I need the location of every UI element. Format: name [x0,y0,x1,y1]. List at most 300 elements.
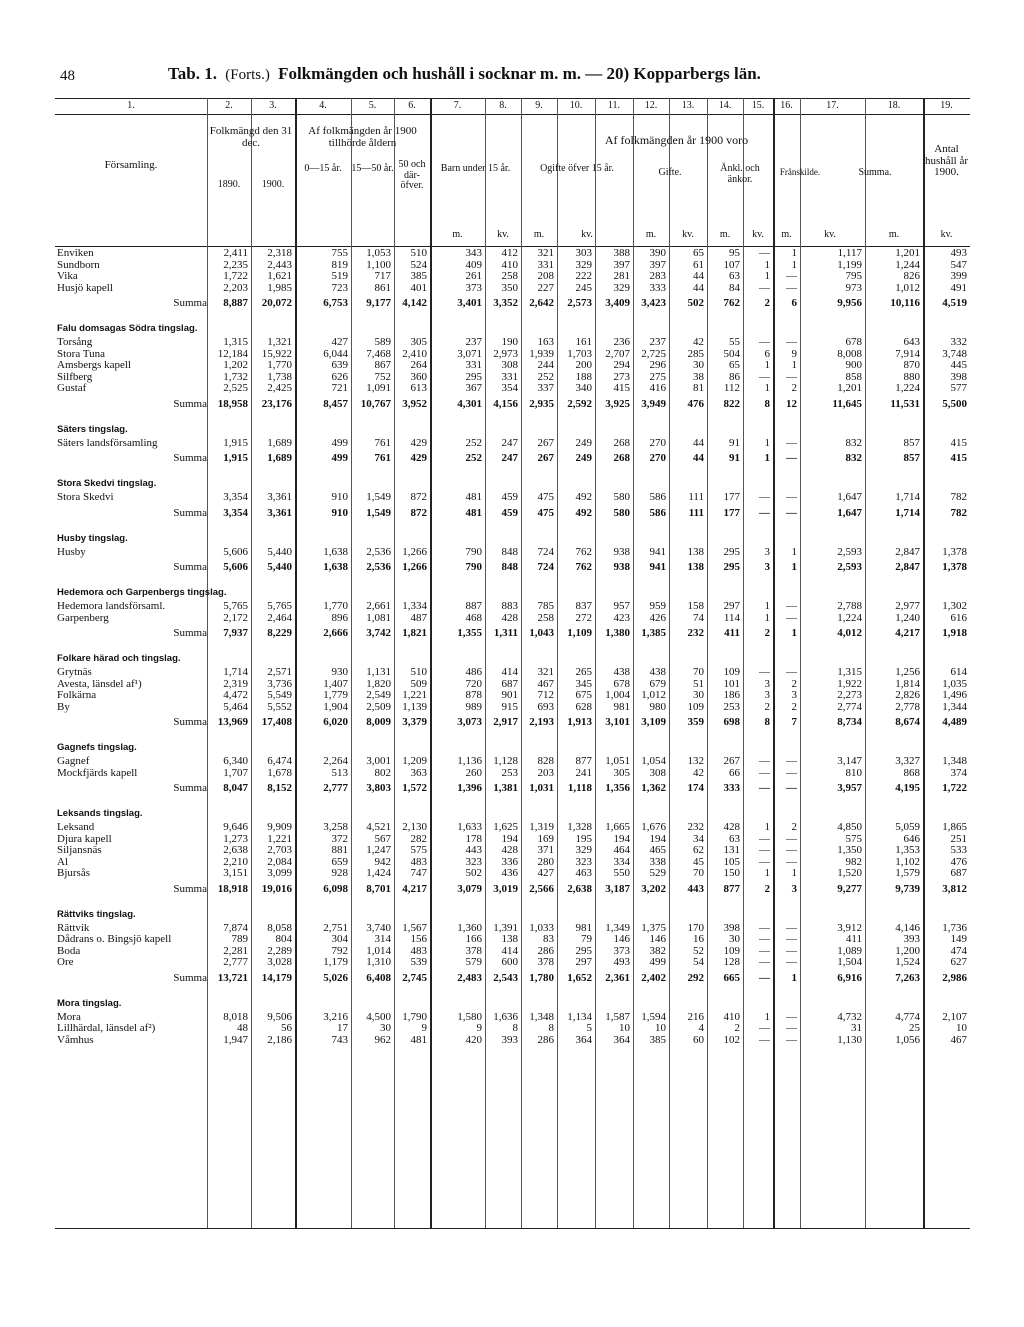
cell-value: — [786,1033,797,1046]
cell-value: 2 [791,382,797,394]
cell-value: 492 [575,506,592,519]
cell-value: 1,334 [402,600,427,612]
cell-value: 687 [950,867,967,879]
cell-value: 1,915 [223,436,248,449]
cell-value: 378 [465,944,482,957]
cell-value: 4,146 [895,921,920,934]
cell-value: 1,310 [366,956,391,968]
cell-value: 8 [548,1022,554,1034]
cell-value: 1,779 [323,689,348,701]
cell-value: 1,012 [895,281,920,294]
cell-value: 5,440 [267,545,292,558]
cell-value: — [759,247,770,259]
cell-value: 345 [575,677,592,690]
cell-value: 1,722 [942,782,967,794]
cell-value: 195 [575,832,592,845]
cell-value: 414 [501,666,518,678]
column-number: 12. [644,100,658,111]
row-label: Säters landsförsamling [57,436,158,449]
cell-value: 282 [410,832,427,845]
row-label: By [57,700,70,713]
group-heading [55,321,970,337]
cell-value: — [759,755,770,767]
rule-line [55,98,970,99]
cell-value: 5,440 [267,561,292,573]
cell-value: 280 [537,855,554,868]
cell-value: 296 [649,359,666,371]
cell-value: 877 [723,882,740,895]
spacer [55,732,970,740]
cell-value: 510 [410,666,427,678]
cell-value: 138 [687,561,704,573]
cell-value: 3,361 [267,491,292,503]
cell-value: 216 [687,1010,704,1023]
cell-value: 475 [537,491,554,503]
cell-value: 34 [693,832,704,845]
cell-value: 1,678 [267,766,292,779]
cell-value: 329 [575,258,592,271]
cell-value: 1,714 [895,491,920,503]
header-af-folkmangden: Af folkmängden år 1900 tillhörde åldern [308,125,417,149]
cell-value: 1,209 [402,755,427,767]
row-label: Sundborn [57,258,100,271]
cell-value: 743 [331,1033,348,1046]
cell-value: 878 [465,689,482,701]
group-heading [55,806,970,822]
row-label: Mora tingslag. [57,997,122,1009]
cell-value: 267 [537,436,554,449]
cell-value: 2,402 [641,971,666,984]
cell-value: 1,200 [895,944,920,957]
cell-value: 848 [501,545,518,558]
cell-value: 314 [374,933,391,945]
cell-value: 1,579 [895,867,920,879]
cell-value: 792 [331,944,348,957]
cell-value: 613 [410,382,427,394]
cell-value: 2,411 [223,247,248,259]
cell-value: 102 [723,1033,740,1046]
cell-value: — [759,782,770,794]
cell-value: 397 [649,258,666,271]
cell-value: 4,301 [457,397,482,410]
cell-value: 436 [501,867,518,879]
cell-value: 822 [723,397,740,410]
cell-value: 861 [374,281,391,294]
cell-value: — [759,956,770,968]
cell-value: 1,109 [567,627,592,639]
cell-value: 1 [791,971,797,984]
row-label: Al [57,855,68,868]
cell-value: 957 [613,600,630,612]
cell-value: 268 [613,436,630,449]
cell-value: 6,044 [323,347,348,360]
cell-value: 1,054 [641,755,666,767]
cell-value: 577 [950,382,967,394]
cell-value: 1,221 [402,689,427,701]
cell-value: 1,722 [223,270,248,282]
row-label: Gagnefs tingslag. [57,742,137,753]
cell-value: 1,922 [837,677,862,690]
cell-value: 253 [501,766,518,779]
cell-value: 1,321 [267,336,292,348]
cell-value: 11,645 [832,397,862,410]
cell-value: 4,217 [402,882,427,895]
table-row [55,768,970,780]
header-kv: kv. [682,229,694,240]
header-ankl: Änkl. och änkor. [720,163,760,185]
cell-value: 1,736 [942,921,967,934]
cell-value: 4,156 [493,397,518,410]
cell-value: 580 [613,506,630,519]
cell-value: — [786,1010,797,1023]
cell-value: 8,457 [323,397,348,410]
cell-value: 1,375 [641,921,666,934]
cell-value: 533 [950,844,967,856]
header-kv: kv. [824,229,836,240]
cell-value: — [786,921,797,934]
table-row [55,601,970,613]
cell-value: 241 [575,766,592,779]
cell-value: 18,958 [217,397,248,410]
cell-value: 2,745 [402,971,427,984]
summa-row [55,969,970,988]
cell-value: 260 [465,766,482,779]
cell-value: 2,130 [402,821,427,833]
cell-value: 190 [501,336,518,348]
cell-value: 401 [410,281,427,294]
cell-value: 321 [537,247,554,259]
table-row [55,756,970,768]
summa-row [55,395,970,414]
cell-value: 491 [950,281,967,294]
cell-value: — [759,971,770,984]
table-row [55,360,970,372]
row-label: Rättviks tingslag. [57,908,136,920]
cell-value: 2,774 [837,700,862,713]
cell-value: 1,572 [402,782,427,794]
cell-value: 1,081 [366,611,391,624]
cell-value: 1,636 [493,1010,518,1023]
cell-value: 414 [501,944,518,957]
cell-value: 1,319 [529,821,554,833]
cell-value: 881 [331,844,348,856]
row-label: Grytnäs [57,666,92,678]
cell-value: 9,277 [837,882,862,895]
cell-value: 65 [729,359,740,371]
cell-value: 8,674 [895,716,920,728]
cell-value: 111 [688,506,704,519]
cell-value: 1,130 [837,1033,862,1046]
cell-value: 249 [575,452,592,464]
cell-value: 265 [575,666,592,678]
table-body [55,248,970,1046]
cell-value: 4,012 [837,627,862,639]
cell-value: 1,738 [267,370,292,383]
row-label: Mora [57,1010,81,1023]
cell-value: 8 [764,397,770,410]
cell-value: 687 [501,677,518,690]
cell-value: 1,091 [366,382,391,394]
cell-value: 810 [845,766,862,779]
cell-value: 350 [501,281,518,294]
cell-value: 789 [231,933,248,945]
cell-value: 1,266 [402,545,427,558]
cell-value: 627 [950,956,967,968]
column-number: 6. [408,100,416,111]
cell-value: 1,385 [641,627,666,639]
cell-value: 910 [331,506,348,519]
cell-value: 42 [693,766,704,779]
cell-value: 1,520 [837,867,862,879]
row-label: Hedemora och Garpenbergs tingslag. [57,587,227,598]
cell-value: 3,079 [457,882,482,895]
spacer [55,988,970,996]
cell-value: 388 [613,247,630,259]
cell-value: 2,186 [267,1033,292,1046]
cell-value: 938 [613,561,630,573]
cell-value: 1,353 [895,844,920,856]
cell-value: 3,019 [493,882,518,895]
cell-value: 665 [723,971,740,984]
cell-value: 30 [729,933,740,945]
cell-value: 44 [693,436,704,449]
cell-value: 870 [903,359,920,371]
cell-value: 1 [791,359,797,371]
cell-value: — [786,956,797,968]
cell-value: 586 [649,491,666,503]
header-1900: 1900. [261,179,285,190]
cell-value: 1,348 [529,1010,554,1023]
cell-value: 252 [465,452,482,464]
cell-value: 1,348 [942,755,967,767]
cell-value: 1,117 [837,247,862,259]
cell-value: 938 [613,545,630,558]
header-age-50: 50 och där-öfver. [398,159,426,191]
cell-value: 1,266 [402,561,427,573]
header-franskilde: Frånskilde. [779,167,821,177]
cell-value: 305 [410,336,427,348]
cell-value: 161 [575,336,592,348]
cell-value: 5 [586,1022,592,1034]
cell-value: 1,625 [493,821,518,833]
cell-value: 398 [950,370,967,383]
cell-value: 1,004 [605,689,630,701]
cell-value: 385 [410,270,427,282]
cell-value: 1 [791,627,797,639]
row-label: Husby tingslag. [57,532,128,544]
cell-value: 174 [687,782,704,794]
cell-value: 2 [764,882,770,895]
cell-value: 7,874 [223,921,248,934]
cell-value: 1,703 [567,347,592,360]
cell-value: 9,506 [267,1010,292,1023]
cell-value: 374 [950,766,967,779]
cell-value: 1,031 [529,782,554,794]
cell-value: 63 [729,832,740,845]
column-number: 4. [319,100,327,111]
cell-value: 1,201 [895,247,920,259]
cell-value: — [786,281,797,294]
cell-value: 1 [764,1010,770,1023]
cell-value: 128 [723,956,740,968]
cell-value: — [786,755,797,767]
cell-value: — [786,370,797,383]
page-number: 48 [60,68,75,84]
cell-value: 1,136 [457,755,482,767]
cell-value: 1,391 [493,921,518,934]
cell-value: 826 [903,270,920,282]
cell-value: 84 [729,281,740,294]
row-label: Garpenberg [57,611,109,624]
cell-value: — [786,844,797,856]
cell-value: 475 [537,506,554,519]
cell-value: 359 [687,716,704,728]
cell-value: 303 [575,247,592,259]
cell-value: 499 [331,436,348,449]
cell-value: 2 [791,821,797,833]
row-label: Summa [173,452,207,464]
cell-value: 1,770 [267,359,292,371]
cell-value: 795 [845,270,862,282]
header-m: m. [781,229,792,240]
cell-value: 8,047 [223,782,248,794]
column-number: 15. [751,100,765,111]
header-age-0-15: 0—15 år. [304,163,342,174]
cell-value: 3,187 [605,882,630,895]
cell-value: 1,913 [567,716,592,728]
cell-value: 364 [613,1033,630,1046]
cell-value: 294 [613,359,630,371]
cell-value: 321 [537,666,554,678]
cell-value: 1,328 [567,821,592,833]
cell-value: 755 [331,247,348,259]
cell-value: 1 [764,867,770,879]
cell-value: 2,917 [493,716,518,728]
cell-value: 295 [465,370,482,383]
cell-value: 247 [501,436,518,449]
cell-value: 8,058 [267,921,292,934]
cell-value: 802 [374,766,391,779]
cell-value: 2,847 [895,561,920,573]
cell-value: 1,549 [366,506,391,519]
cell-value: 371 [537,844,554,856]
cell-value: 982 [845,855,862,868]
cell-value: 415 [950,436,967,449]
cell-value: 364 [575,1033,592,1046]
cell-value: 10 [655,1022,666,1034]
table-row [55,868,970,880]
cell-value: 428 [501,844,518,856]
cell-value: 4,850 [837,821,862,833]
row-label: Gagnef [57,755,90,767]
cell-value: 2,592 [567,397,592,410]
cell-value: 132 [687,755,704,767]
cell-value: 3,740 [366,921,391,934]
cell-value: 6,474 [267,755,292,767]
cell-value: 2 [764,297,770,309]
summa-row [55,779,970,798]
cell-value: — [759,921,770,934]
cell-value: 499 [649,956,666,968]
cell-value: — [786,436,797,449]
cell-value: 2,788 [837,600,862,612]
cell-value: 3 [764,561,770,573]
cell-value: 14,179 [261,971,292,984]
cell-value: 579 [465,956,482,968]
cell-value: 95 [729,247,740,259]
cell-value: 3,099 [267,867,292,879]
cell-value: 3,803 [366,782,391,794]
cell-value: 2,410 [402,347,427,360]
cell-value: 237 [649,336,666,348]
cell-value: 942 [374,855,391,868]
cell-value: 3,258 [323,821,348,833]
rule-line [55,1228,970,1229]
cell-value: 2,525 [223,382,248,394]
column-number: 9. [535,100,543,111]
cell-value: 1,790 [402,1010,427,1023]
cell-value: 3,379 [402,716,427,728]
table-row [55,822,970,834]
cell-value: 519 [331,270,348,282]
cell-value: 1,247 [366,844,391,856]
cell-value: 832 [845,452,862,464]
row-label: Leksands tingslag. [57,808,143,819]
column-number: 14. [718,100,732,111]
cell-value: 428 [723,821,740,833]
header-kv: kv. [497,229,509,240]
cell-value: 333 [649,281,666,294]
cell-value: — [759,491,770,503]
cell-value: 54 [693,956,704,968]
cell-value: 5,606 [223,545,248,558]
header-m: m. [888,229,900,240]
cell-value: 639 [331,359,348,371]
cell-value: 900 [845,359,862,371]
cell-value: 910 [331,491,348,503]
cell-value: 1,035 [942,677,967,690]
cell-value: 38 [693,370,704,383]
row-label: Summa [173,716,207,728]
cell-value: 2,193 [529,716,554,728]
cell-value: 329 [575,844,592,856]
cell-value: 1,770 [323,600,348,612]
column-number: 2. [225,100,233,111]
cell-value: 486 [465,666,482,678]
cell-value: 177 [723,506,740,519]
cell-value: 659 [331,855,348,868]
row-label: Mockfjärds kapell [57,766,138,779]
row-label: Gustaf [57,382,87,394]
cell-value: 509 [410,677,427,690]
cell-value: 3,812 [942,882,967,895]
cell-value: 91 [729,452,740,464]
cell-value: 646 [903,832,920,845]
cell-value: 281 [613,270,630,282]
cell-value: 166 [465,933,482,945]
cell-value: 20,072 [261,297,292,309]
row-label: Rättvik [57,921,90,934]
cell-value: 194 [501,832,518,845]
cell-value: 332 [950,336,967,348]
header-forsamling: Församling. [104,159,158,171]
cell-value: 428 [501,611,518,624]
cell-value: 6,020 [323,716,348,728]
cell-value: 2,289 [267,944,292,957]
table-row [55,1023,970,1035]
cell-value: 724 [537,561,554,573]
cell-value: 2 [791,677,797,690]
